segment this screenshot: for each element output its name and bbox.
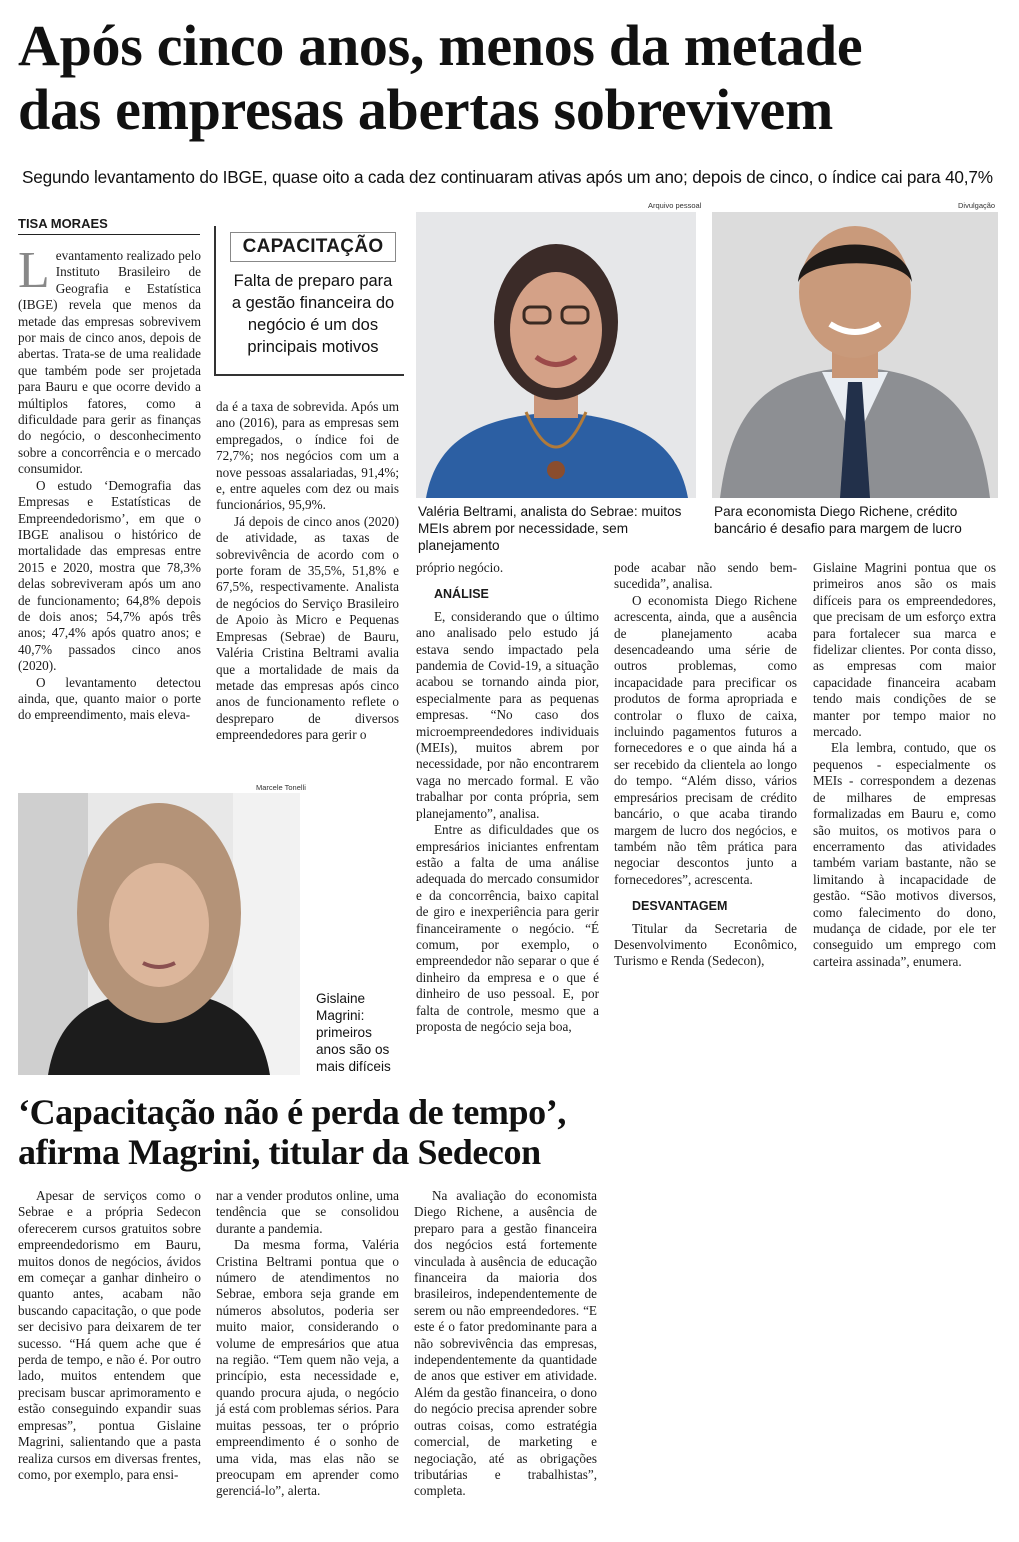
subheadline: Segundo levantamento do IBGE, quase oito a cada dez continuaram ativas após um ano; depois de cinco, o índice cai para 40,7% [22, 167, 993, 187]
article-column-2 [216, 399, 399, 744]
headline-line2: das empresas abertas sobrevivem [18, 77, 833, 142]
photo-credit: Marcele Tonelli [256, 783, 306, 792]
callout-box [214, 226, 404, 376]
article-paragraph: próprio negócio. [416, 560, 504, 575]
article-paragraph: Já depois de cinco anos (2020) de atividade, as taxas de sobrevivência de acordo com o porte foram de 35,5%, 51,8% e 67,5%, respectivamente. Analista de negócios do Serviço Brasileiro de Apoio às Micro e Pequenas Empresas (Sebrae) de Bauru, Valéria Cristina Beltrami avalia que a mortalidade de mais da metade das empresas após cinco anos de funcionamento reflete o despreparo de diversos empreendedores para gerir o [216, 513, 399, 743]
photo-gislaine-magrini [18, 793, 300, 1075]
article-paragraph: Na avaliação do economista Diego Richene, a ausência de preparo para a gestão financeira dos negócios está fortemente vinculada à ausência de educação financeira da maioria dos brasileiros, independentemente de serem ou não empreendedores. “E este é o fator predominante para a não sobrevivência das empresas, independentemente da quantidade de anos que estiver em atividade. Além da gestão financeira, o dono do negócio precisa aprender sobre outras coisas, como estratégia comercial, de marketing e negociação, até as obrigações tributárias e trabalhistas”, completa. [414, 1188, 597, 1499]
secondary-article-column-2 [216, 1188, 399, 1500]
article-paragraph: pode acabar não sendo bem-sucedida”, analisa. [614, 560, 797, 592]
photo-caption: Para economista Diego Richene, crédito bancário é desafio para margem de lucro [714, 504, 962, 536]
headline [18, 14, 1008, 142]
article-paragraph: Apesar de serviços como o Sebrae e a própria Sedecon oferecerem cursos gratuitos sobre empreendedorismo em Bauru, muitos donos de negócios, ávidos em começar a ganhar dinheiro o quanto antes, acabam não buscando capacitação, o que pode ser decisivo para deixarem de ter sucesso. “Há quem ache que é perda de tempo, e não é. Por outro lado, muitos entendem que precisam buscar aprimoramento e estão conseguindo expandir suas empresas”, pontua Gislaine Magrini, salientando que a pasta realiza cursos em diversas frentes, como, por exemplo, para ensi- [18, 1188, 201, 1482]
secondary-headline-line1: ‘Capacitação não é perda de tempo’, [18, 1092, 566, 1132]
article-paragraph: Entre as dificuldades que os empresários iniciantes enfrentam estão a falta de uma análise adequada do mercado consumidor e da concorrência, baixo capital de giro e inexperiência para gerir financeiramente o negócio. “É comum, por exemplo, o empreendedor não separar o que é dinheiro da empresa e o que é dinheiro de uso pessoal. E, por falta de controle, mesmo que a proposta de negócio seja boa, [416, 822, 599, 1034]
article-paragraph: Titular da Secretaria de Desenvolvimento Econômico, Turismo e Renda (Sedecon), [614, 920, 797, 969]
article-column-4 [614, 560, 797, 970]
article-paragraph: O levantamento detectou ainda, que, quanto maior o porte do empreendimento, mais eleva- [18, 674, 201, 723]
photo-caption: Gislaine Magrini: primeiros anos são os mais difíceis [316, 991, 391, 1074]
article-column-1 [18, 242, 201, 724]
section-subtitle: ANÁLISE [434, 587, 489, 602]
photo-diego-richene [712, 212, 998, 498]
portrait-woman-image [416, 212, 696, 498]
article-paragraph: Levantamento realizado pelo Instituto Brasileiro de Geografia e Estatística (IBGE) revela que menos da metade das empresas sobrevivem por mais de cinco anos, depois de abertas. Trata-se de uma realidade que também pode ser projetada para Bauru e que ocorre devido a múltiplos fatores, como a dificuldade para gerir as finanças do negócio, o desconhecimento sobre a concorrência e o mercado consumidor. [18, 242, 201, 477]
byline: TISA MORAES [18, 216, 200, 235]
article-paragraph: Ela lembra, contudo, que os pequenos - especialmente os MEIs - correspondem a dezenas de milhares de empresas formalizadas em Bauru e, como são muitos, os motivos para o encerramento das atividades também variam bastante, não se limitando à incapacidade de gestão. “São motivos diversos, como falecimento do dono, mudança de cidade, por ele ter conseguido um emprego com carteira assinada”, enumera. [813, 740, 996, 969]
secondary-headline-line2: afirma Magrini, titular da Sedecon [18, 1132, 541, 1172]
headline-line1: Após cinco anos, menos da metade [18, 13, 863, 78]
portrait-man-image [712, 212, 998, 498]
section-subtitle: DESVANTAGEM [632, 899, 728, 914]
article-paragraph: Gislaine Magrini pontua que os primeiros anos são os mais difíceis para os empreendedores, que precisam de um esforço extra para fortalecer sua marca e fidelizar clientes. Por conta disso, as empresas com maior capacidade financeira acabam tendo mais condições de se manter por tempo maior no mercado. [813, 560, 996, 740]
article-paragraph: da é a taxa de sobrevida. Após um ano (2016), para as empresas sem empregados, o índice foi de 72,7%; nos negócios com um a nove pessoas assalariadas, 91,4%; e, entre aqueles com dez ou mais funcionários, 95,9%. [216, 399, 399, 513]
photo-caption: Valéria Beltrami, analista do Sebrae: muitos MEIs abrem por necessidade, sem planejamento [418, 504, 682, 553]
article-paragraph: O economista Diego Richene acrescenta, ainda, que a ausência de planejamento acaba desencadeando uma série de outros problemas, como incapacidade para precificar os produtos de forma apropriada e controlar o fluxo de caixa, incluindo pagamentos futuros a fornecedores e o que ainda há a ser recebido da clientela ao longo do tempo. “Além disso, vários empresários precisam de crédito bancário, o que acaba tirando margem de lucro dos negócios, e também não têm prática para negociar descontos junto a fornecedores”, acrescenta. [614, 592, 797, 887]
secondary-article-column-3 [414, 1188, 597, 1500]
callout-title: CAPACITAÇÃO [230, 232, 396, 262]
drop-cap: L [18, 242, 50, 299]
secondary-headline [18, 1092, 618, 1172]
article-column-3 [416, 560, 599, 1035]
portrait-woman-image [18, 793, 300, 1075]
article-paragraph: O estudo ‘Demografia das Empresas e Estatísticas de Empreendedorismo’, em que o IBGE analisou o histórico de mortalidade das empresas entre 2015 e 2020, mostra que 78,3% delas sobreviveram após um ano de funcionamento; 64,8% depois de dois anos; 54,7% após três anos; 47,4% após quatro anos; e 40,7% passados cinco anos (2020). [18, 477, 201, 674]
photo-valeria-beltrami [416, 212, 696, 498]
article-paragraph: Da mesma forma, Valéria Cristina Beltrami pontua que o número de atendimentos no Sebrae, embora seja grande em números absolutos, poderia ser muito maior, considerando o volume de empresários que atua na região. “Tem quem não veja, a princípio, esta necessidade e, quando procura ajuda, o negócio já está com problemas sérios. Para muitas pessoas, ter o próprio empreendimento é o sonho de uma vida, mas elas não se preocupam em aprender como gerenciá-lo”, alerta. [216, 1237, 399, 1499]
photo-credit: Divulgação [958, 201, 996, 210]
secondary-article-column-1 [18, 1188, 201, 1483]
article-paragraph: nar a vender produtos online, uma tendência que se consolidou durante a pandemia. [216, 1188, 399, 1236]
callout-text: Falta de preparo para a gestão financeira do negócio é um dos principais motivos [231, 272, 395, 356]
article-column-5 [813, 560, 996, 970]
photo-credit: Arquivo pessoal [648, 201, 702, 210]
article-paragraph: E, considerando que o último ano analisado pelo estudo já estava sendo impactado pela pandemia de Covid-19, a situação acabou se tornando ainda pior, especialmente para as pequenas empresas. “No caso dos microempreendedores individuais (MEIs), muitos abrem por necessidade, por não encontrarem vaga no mercado formal. E vão trabalhar por conta própria, sem planejamento”, analisa. [416, 608, 599, 821]
